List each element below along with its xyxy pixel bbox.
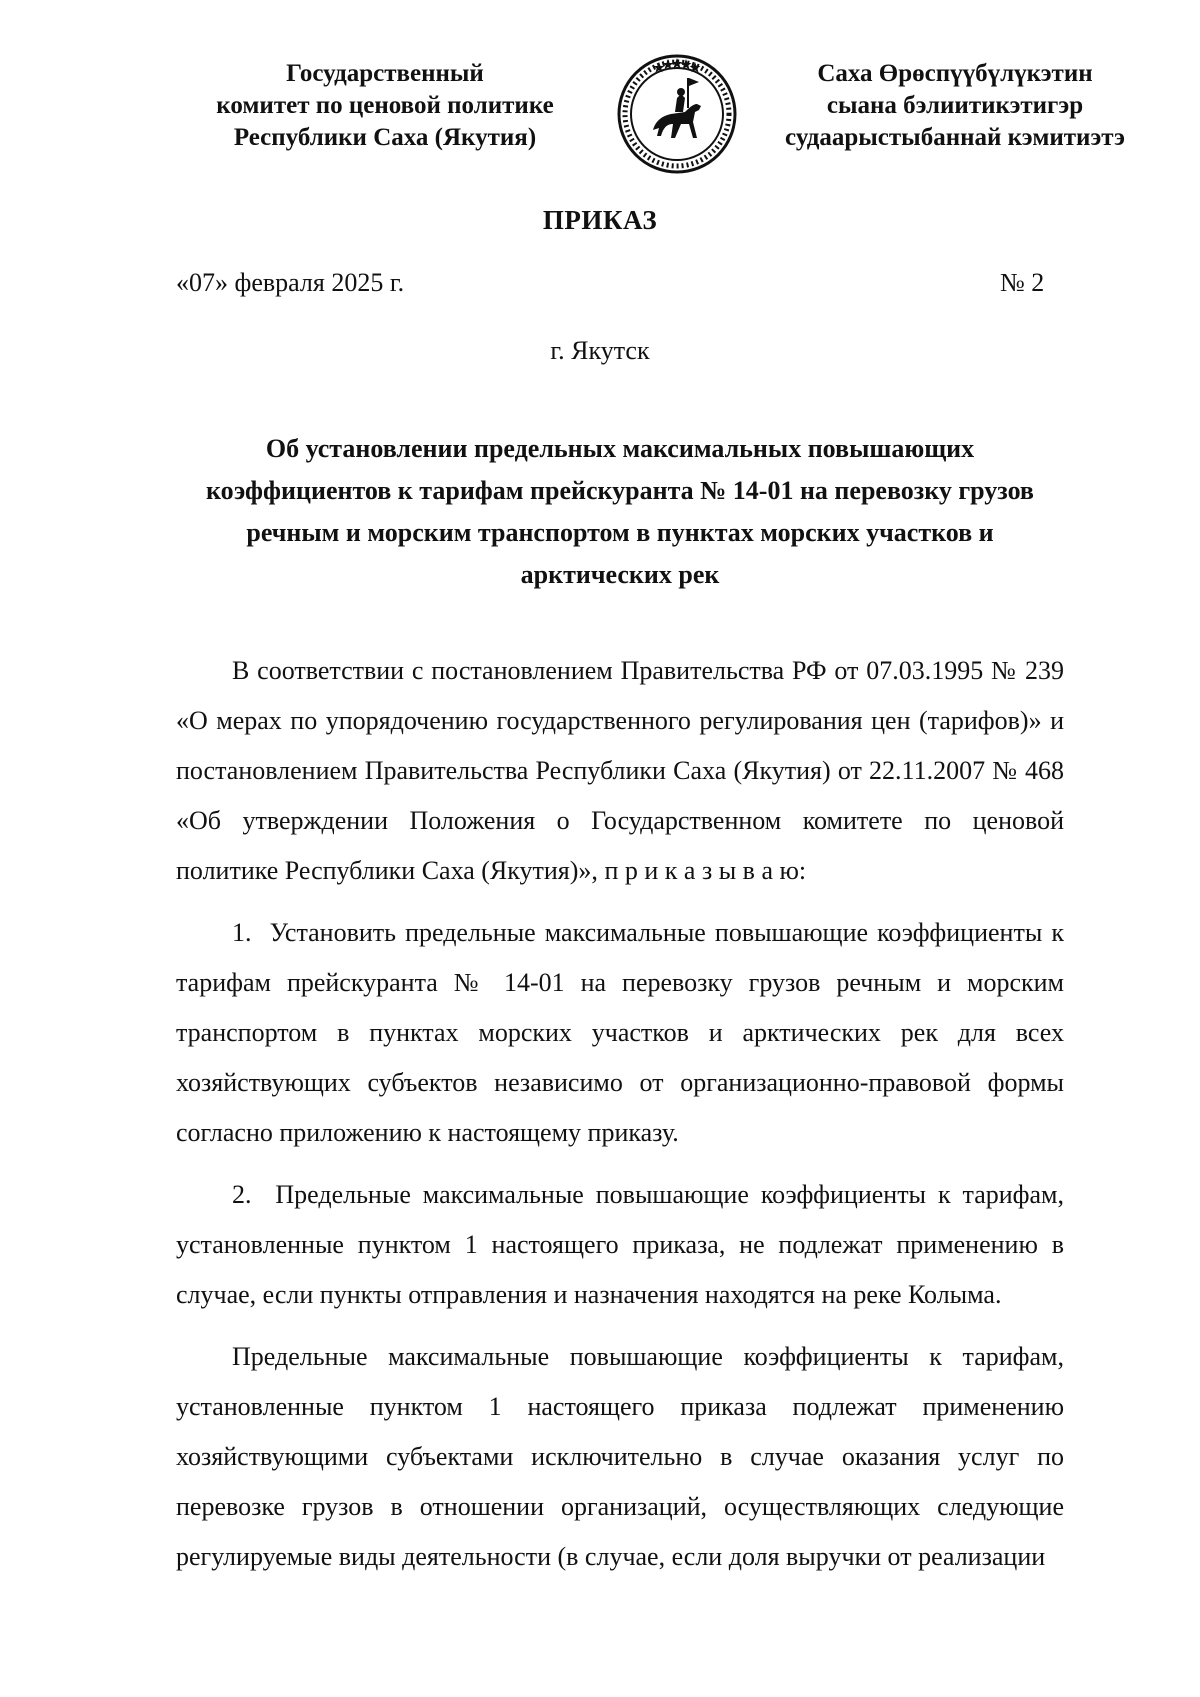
- item-1-paragraph: 1. Установить предельные максимальные повышающие коэффициенты к тарифам прейскуранта № 14-01 на перевозку грузов речным и морским транспортом в пунктах морских участков и арктических рек для всех хозяйствующих субъектов независимо от организационно-правовой формы согласно приложению к настоящему приказу.: [176, 918, 1064, 1147]
- header-right-line-2: сыана бэлиитикэтигэр: [826, 92, 1084, 119]
- header-left-line-3: Республики Саха (Якутия): [233, 124, 537, 151]
- header-left-line-1: Государственный: [286, 60, 484, 87]
- document-title-line-4: арктических рек: [520, 560, 720, 589]
- order-city: г. Якутск: [550, 336, 650, 365]
- document-title: [180, 428, 1060, 596]
- item-2-paragraph: 2. Предельные максимальные повышающие коэффициенты к тарифам, установленные пунктом 1 настоящего приказа, не подлежат применению в случае, если пункты отправления и назначения находятся на реке Колыма.: [176, 1180, 1064, 1309]
- order-date: «07» февраля 2025 г.: [176, 268, 405, 297]
- header-committee-sakha: [760, 58, 1150, 154]
- document-body: [176, 646, 1064, 1582]
- header-committee-russian: [190, 58, 580, 154]
- order-number: № 2: [1000, 268, 1045, 297]
- sakha-coat-of-arms-icon: [615, 52, 739, 176]
- header-right-line-3: судаарыстыбаннай кэмитиэтэ: [785, 124, 1125, 151]
- paragraph-3: Предельные максимальные повышающие коэффициенты к тарифам, установленные пунктом 1 настоящего приказа подлежат применению хозяйствующими субъектами исключительно в случае оказания услуг по перевозке грузов в отношении организаций, осуществляющих следующие регулируемые виды деятельности (в случае, если доля выручки от реализации: [176, 1342, 1064, 1571]
- document-title-line-1: Об установлении предельных максимальных повышающих: [265, 434, 975, 463]
- document-title-line-3: речным и морским транспортом в пунктах морских участков и: [246, 518, 994, 547]
- order-title: ПРИКАЗ: [542, 205, 658, 235]
- order-verb: п р и к а з ы в а ю:: [604, 856, 807, 885]
- document-title-line-2: коэффициентов к тарифам прейскуранта № 14-01 на перевозку грузов: [206, 476, 1034, 505]
- preamble-paragraph: [176, 646, 1064, 896]
- header-right-line-1: Саха Өрөспүүбүлүкэтин: [817, 60, 1093, 87]
- header-left-line-2: комитет по ценовой политике: [216, 92, 554, 119]
- preamble-text: В соответствии с постановлением Правительства РФ от 07.03.1995 № 239 «О мерах по упорядочению государственного регулирования цен (тарифов)» и постановлением Правительства Республики Саха (Якутия) от 22.11.2007 № 468 «Об утверждении Положения о Государственном комитете по ценовой политике Республики Саха (Якутия)»,: [176, 656, 1064, 885]
